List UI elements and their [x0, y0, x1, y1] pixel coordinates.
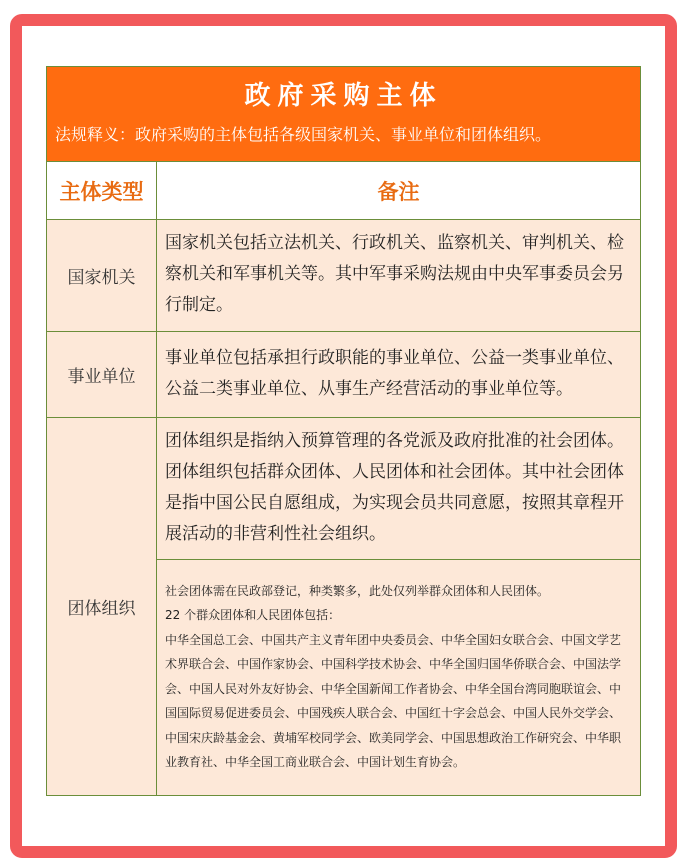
table-row [47, 220, 641, 332]
table-header [47, 67, 641, 162]
mass-organizations-note [157, 560, 641, 796]
row-type-label: 事业单位 [47, 332, 157, 418]
organization-count: 22 个群众团体和人民团体包括： [165, 608, 341, 622]
organization-list: 中华全国总工会、中国共产主义青年团中央委员会、中华全国妇女联合会、中国文学艺术界联合会、中国作家协会、中国科学技术协会、中华全国归国华侨联合会、中国法学会、中国人民对外友好协会、中华全国新闻工作者协会、中华全国台湾同胞联谊会、中国国际贸易促进委员会、中国残疾人联合会、中国红十字会总会、中国人民外交学会、中国宋庆龄基金会、黄埔军校同学会、欧美同学会、中国思想政治工作研究会、中华职业教育社、中华全国工商业联合会、中国计划生育协会。 [165, 632, 622, 769]
page-title: 政府采购主体 [244, 81, 443, 111]
row-type-label: 国家机关 [47, 220, 157, 332]
procurement-subject-table [46, 66, 641, 796]
row-note: 团体组织是指纳入预算管理的各党派及政府批准的社会团体。团体组织包括群众团体、人民团体和社会团体。其中社会团体是指中国公民自愿组成，为实现会员共同意愿，按照其章程开展活动的非营利性社会组织。 [157, 418, 641, 560]
row-note: 国家机关包括立法机关、行政机关、监察机关、审判机关、检察机关和军事机关等。其中军事采购法规由中央军事委员会另行制定。 [157, 220, 641, 332]
row-type-label: 团体组织 [47, 418, 157, 796]
column-header-note: 备注 [157, 162, 641, 220]
table-row [47, 418, 641, 560]
regulation-note: 法规释义：政府采购的主体包括各级国家机关、事业单位和团体组织。 [55, 125, 552, 144]
registration-note: 社会团体需在民政部登记，种类繁多，此处仅列举群众团体和人民团体。 [165, 583, 550, 598]
table-row [47, 332, 641, 418]
row-note: 事业单位包括承担行政职能的事业单位、公益一类事业单位、公益二类事业单位、从事生产经营活动的事业单位等。 [157, 332, 641, 418]
column-header-type: 主体类型 [47, 162, 157, 220]
